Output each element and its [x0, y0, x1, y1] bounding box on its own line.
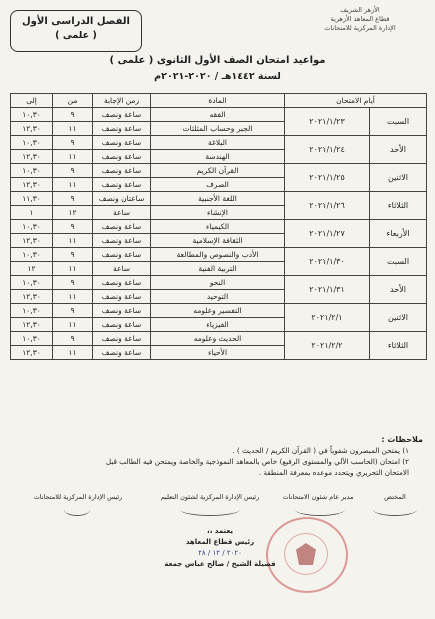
subject-cell: التوحيد [151, 290, 285, 304]
exam-date: ٢٠٢١/١/٣١ [285, 276, 370, 304]
exam-day: الاثنين [370, 164, 427, 192]
from-cell: ٩ [53, 164, 93, 178]
exam-day: الأربعاء [370, 220, 427, 248]
from-cell: ١١ [53, 234, 93, 248]
duration-cell: ساعة ونصف [93, 136, 151, 150]
subject-cell: الهندسة [151, 150, 285, 164]
branch-label: ( علمى ) [55, 30, 97, 41]
org-line: الأزهر الشريف [340, 6, 380, 14]
exam-date: ٢٠٢١/١/٢٣ [285, 108, 370, 136]
to-cell: ١١,٣٠ [11, 192, 53, 206]
page-title: مواعيد امتحان الصف الأول الثانوى ( علمى ) [109, 55, 326, 66]
signature-scribble [373, 503, 417, 516]
subject-cell: التربية الفنية [151, 262, 285, 276]
from-cell: ٩ [53, 192, 93, 206]
subject-cell: الفقه [151, 108, 285, 122]
duration-cell: ساعة ونصف [93, 122, 151, 136]
exam-day: الثلاثاء [370, 192, 427, 220]
subject-cell: الإنشاء [151, 206, 285, 220]
from-cell: ١١ [53, 178, 93, 192]
duration-cell: ساعة ونصف [93, 318, 151, 332]
signature-exams-head: رئيس الإدارة المركزية للامتحانات [33, 493, 123, 501]
to-cell: ١٠,٣٠ [11, 276, 53, 290]
approval-label: يعتمد ،، [207, 527, 233, 535]
to-cell: ١٠,٣٠ [11, 136, 53, 150]
table-row [11, 304, 427, 318]
subject-cell: البلاغة [151, 136, 285, 150]
note-item: ٢) امتحان (الحاسب الآلي والمستوى الرفيع) خاص بالمعاهد النموذجية والخاصة ويمتحن فيه الطالب قبل [105, 457, 409, 466]
signature-scribble [295, 503, 345, 516]
signature-scribble [180, 503, 240, 516]
to-cell: ١٢,٣٠ [11, 318, 53, 332]
signature-exams-director: مدير عام شئون الامتحانات [282, 493, 354, 501]
from-cell: ١١ [53, 262, 93, 276]
signature-education-head: رئيس الإدارة المركزية لشئون التعليم [160, 493, 260, 501]
to-cell: ١٠,٣٠ [11, 304, 53, 318]
subject-cell: اللغة الأجنبية [151, 192, 285, 206]
duration-cell: ساعة ونصف [93, 150, 151, 164]
to-cell: ١٢,٣٠ [11, 234, 53, 248]
subject-cell: الحديث وعلومه [151, 332, 285, 346]
table-row [11, 136, 427, 150]
to-cell: ١٠,٣٠ [11, 220, 53, 234]
to-cell: ١٢ [11, 262, 53, 276]
duration-cell: ساعتان ونصف [93, 192, 151, 206]
to-cell: ١٢,٣٠ [11, 122, 53, 136]
from-cell: ١١ [53, 346, 93, 360]
exam-day: الاثنين [370, 304, 427, 332]
subject-cell: الجبر وحساب المثلثات [151, 122, 285, 136]
header-duration: زمن الإجابة [93, 94, 151, 108]
subject-cell: الصرف [151, 178, 285, 192]
organization-header [295, 6, 425, 33]
note-item: ١) يمتحن المبصرون شفوياً في ( القرآن الكريم / الحديث ) . [232, 446, 409, 455]
subject-cell: القرآن الكريم [151, 164, 285, 178]
exam-date: ٢٠٢١/١/٢٥ [285, 164, 370, 192]
table-row [11, 192, 427, 206]
to-cell: ١٢,٣٠ [11, 150, 53, 164]
exam-day: الأحد [370, 276, 427, 304]
table-row [11, 108, 427, 122]
table-row [11, 276, 427, 290]
duration-cell: ساعة [93, 206, 151, 220]
to-cell: ١٠,٣٠ [11, 108, 53, 122]
signature-specialist: المختص [384, 493, 406, 501]
subject-cell: الفيزياء [151, 318, 285, 332]
academic-year: لسنة ١٤٤٢هـ / ٢٠٢٠-٢٠٢١م [154, 71, 281, 82]
duration-cell: ساعة ونصف [93, 178, 151, 192]
duration-cell: ساعة ونصف [93, 108, 151, 122]
org-line: قطاع المعاهد الأزهرية [330, 15, 390, 23]
semester-label: الفصل الدراسى الأول [22, 16, 130, 27]
to-cell: ١٢,٣٠ [11, 290, 53, 304]
subject-cell: الأدب والنصوص والمطالعة [151, 248, 285, 262]
duration-cell: ساعة ونصف [93, 290, 151, 304]
duration-cell: ساعة ونصف [93, 332, 151, 346]
exam-date: ٢٠٢١/٢/٢ [285, 332, 370, 360]
notes-heading: ملاحظات : [381, 435, 423, 444]
sector-head-title: رئيس قطاع المعاهد [185, 538, 255, 546]
from-cell: ٩ [53, 108, 93, 122]
exam-table [10, 93, 427, 360]
header-subject: المادة [151, 94, 285, 108]
exam-day: السبت [370, 108, 427, 136]
to-cell: ١٠,٣٠ [11, 248, 53, 262]
subject-cell: الأحياء [151, 346, 285, 360]
exam-day: السبت [370, 248, 427, 276]
exam-day: الأحد [370, 136, 427, 164]
exam-day: الثلاثاء [370, 332, 427, 360]
from-cell: ١١ [53, 318, 93, 332]
duration-cell: ساعة ونصف [93, 276, 151, 290]
from-cell: ٩ [53, 220, 93, 234]
header-day: أيام الامتحان [285, 94, 427, 108]
table-row [11, 164, 427, 178]
duration-cell: ساعة ونصف [93, 304, 151, 318]
subject-cell: التفسير وعلومه [151, 304, 285, 318]
from-cell: ١١ [53, 290, 93, 304]
from-cell: ٩ [53, 248, 93, 262]
to-cell: ١٠,٣٠ [11, 164, 53, 178]
exam-date: ٢٠٢١/١/٢٤ [285, 136, 370, 164]
from-cell: ٩ [53, 276, 93, 290]
to-cell: ١٠,٣٠ [11, 332, 53, 346]
signatures-row [10, 493, 425, 517]
subject-cell: النحو [151, 276, 285, 290]
table-row [11, 248, 427, 262]
notes-section [14, 434, 423, 478]
handwritten-date: ٢٠٢٠ / ١٢ / ٢٨ [198, 549, 242, 557]
header-to: إلى [11, 94, 53, 108]
table-row [11, 332, 427, 346]
subject-cell: الثقافة الإسلامية [151, 234, 285, 248]
org-line: الإدارة المركزية للامتحانات [324, 24, 396, 32]
approval-block [120, 526, 320, 570]
from-cell: ١١ [53, 150, 93, 164]
exam-date: ٢٠٢١/١/٢٦ [285, 192, 370, 220]
semester-box [10, 10, 142, 52]
subject-cell: الكيمياء [151, 220, 285, 234]
from-cell: ٩ [53, 304, 93, 318]
table-header-row [11, 94, 427, 108]
from-cell: ٩ [53, 136, 93, 150]
duration-cell: ساعة ونصف [93, 248, 151, 262]
duration-cell: ساعة ونصف [93, 234, 151, 248]
from-cell: ١٢ [53, 206, 93, 220]
from-cell: ٩ [53, 332, 93, 346]
from-cell: ١١ [53, 122, 93, 136]
to-cell: ١ [11, 206, 53, 220]
exam-date: ٢٠٢١/١/٢٧ [285, 220, 370, 248]
exam-date: ٢٠٢١/٢/١ [285, 304, 370, 332]
exam-date: ٢٠٢١/١/٣٠ [285, 248, 370, 276]
signatory-name: فضيلة الشيخ / صالح عباس جمعة [164, 560, 276, 568]
duration-cell: ساعة ونصف [93, 346, 151, 360]
signature-scribble [64, 503, 90, 516]
to-cell: ١٢,٣٠ [11, 178, 53, 192]
duration-cell: ساعة [93, 262, 151, 276]
header-from: من [53, 94, 93, 108]
duration-cell: ساعة ونصف [93, 220, 151, 234]
table-row [11, 220, 427, 234]
to-cell: ١٢,٣٠ [11, 346, 53, 360]
duration-cell: ساعة ونصف [93, 164, 151, 178]
note-item: الامتحان التحريري ويتحدد موعده بمعرفة المنطقة . [258, 468, 409, 477]
